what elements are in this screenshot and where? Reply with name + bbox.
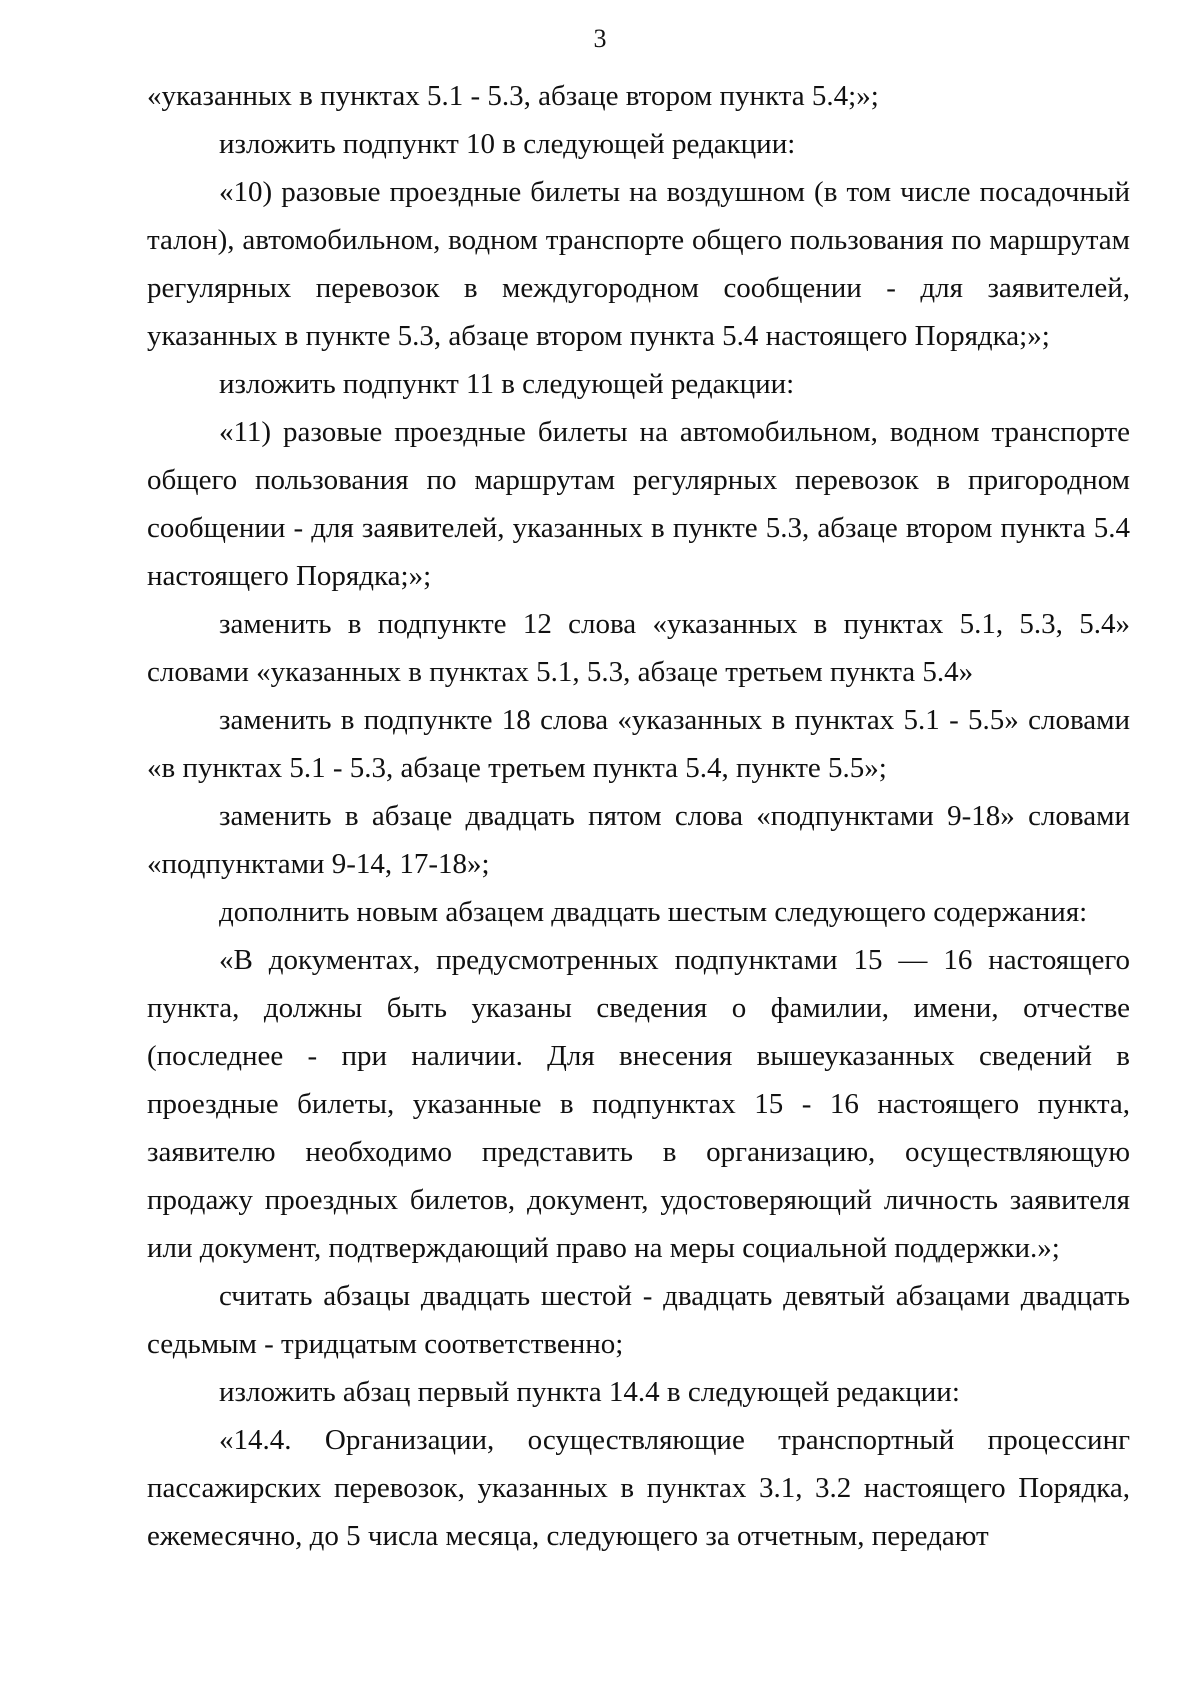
paragraph-6: заменить в подпункте 12 слова «указанных в пунктах 5.1, 5.3, 5.4» словами «указанных в пунктах 5.1, 5.3, абзаце третьем пункта 5.4» (147, 608, 1130, 688)
paragraph-8: заменить в абзаце двадцать пятом слова «подпунктами 9-18» словами «подпунктами 9-14, 17-18»; (147, 800, 1130, 880)
page-number: 3 (593, 24, 607, 53)
paragraph-3: «10) разовые проездные билеты на воздушном (в том числе посадочный талон), автомобильном, водном транспорте общего пользования по маршрутам регулярных перевозок в междугородном сообщении - для заявителей, указанных в пункте 5.3, абзаце втором пункта 5.4 настоящего Порядка;»; (147, 176, 1130, 352)
paragraph-5: «11) разовые проездные билеты на автомобильном, водном транспорте общего пользования по маршрутам регулярных перевозок в пригородном сообщении - для заявителей, указанных в пункте 5.3, абзаце втором пункта 5.4 настоящего Порядка;»; (147, 416, 1130, 592)
paragraph-7: заменить в подпункте 18 слова «указанных в пунктах 5.1 - 5.5» словами «в пунктах 5.1 - 5.3, абзаце третьем пункта 5.4, пункте 5.5»; (147, 704, 1130, 784)
paragraph-12: изложить абзац первый пункта 14.4 в следующей редакции: (219, 1376, 960, 1408)
document-body (147, 72, 1130, 1560)
paragraph-10: «В документах, предусмотренных подпунктами 15 — 16 настоящего пункта, должны быть указаны сведения о фамилии, имени, отчестве (последнее - при наличии. Для внесения вышеуказанных сведений в проездные билеты, указанные в подпунктах 15 - 16 настоящего пункта, заявителю необходимо представить в организацию, осуществляющую продажу проездных билетов, документ, удостоверяющий личность заявителя или документ, подтверждающий право на меры социальной поддержки.»; (147, 944, 1130, 1264)
paragraph-11: считать абзацы двадцать шестой - двадцать девятый абзацами двадцать седьмым - тридцатым соответственно; (147, 1280, 1130, 1360)
paragraph-13: «14.4. Организации, осуществляющие транспортный процессинг пассажирских перевозок, указанных в пунктах 3.1, 3.2 настоящего Порядка, ежемесячно, до 5 числа месяца, следующего за отчетным, передают (147, 1424, 1130, 1552)
paragraph-9: дополнить новым абзацем двадцать шестым следующего содержания: (219, 896, 1088, 928)
paragraph-1: «указанных в пунктах 5.1 - 5.3, абзаце втором пункта 5.4;»; (147, 80, 879, 112)
paragraph-4: изложить подпункт 11 в следующей редакции: (219, 368, 795, 400)
paragraph-2: изложить подпункт 10 в следующей редакции: (219, 128, 796, 160)
